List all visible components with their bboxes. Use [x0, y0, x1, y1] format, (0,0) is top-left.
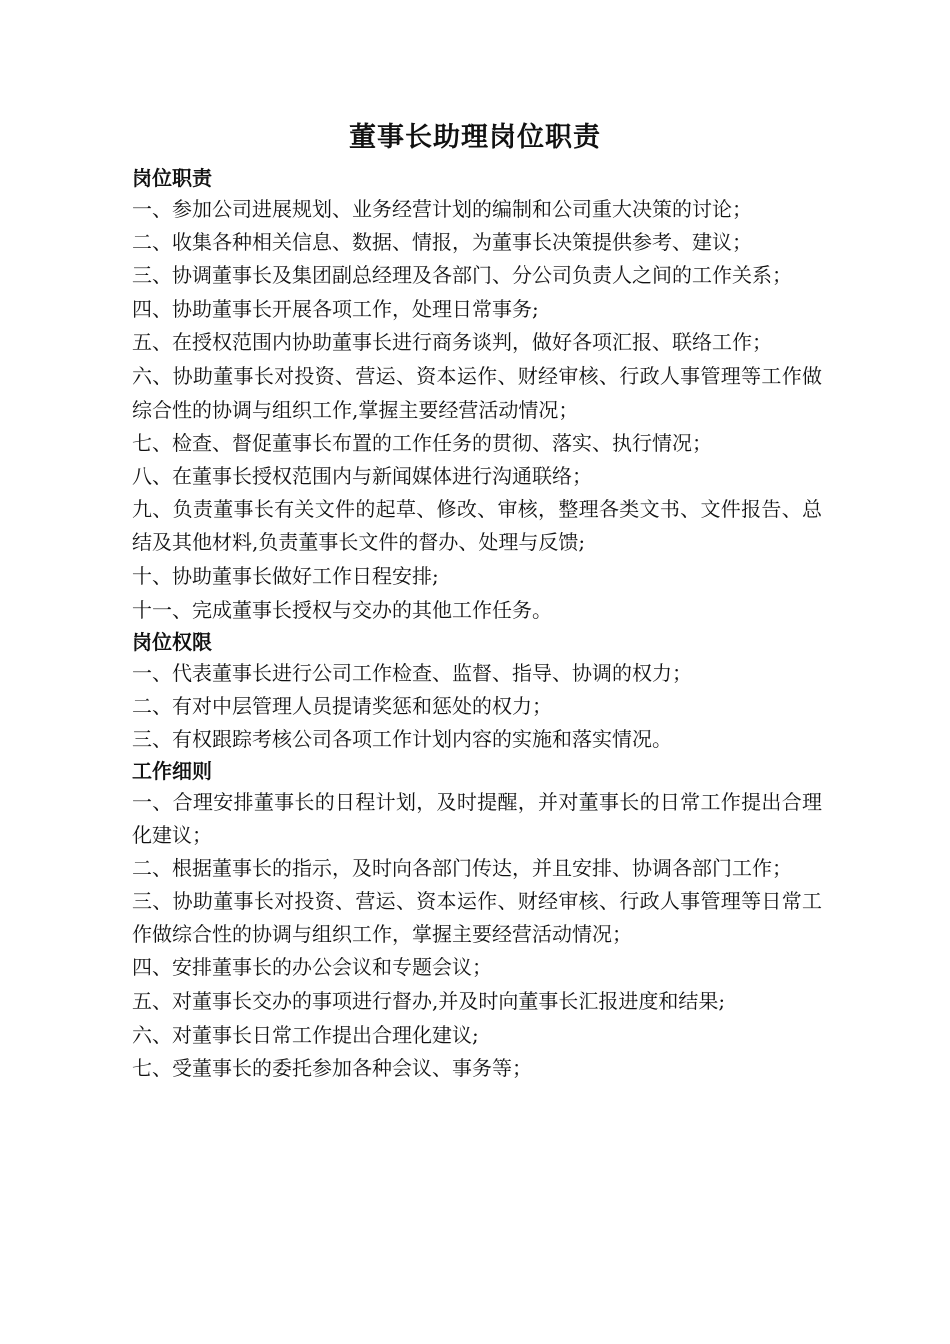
list-item: 三、有权跟踪考核公司各项工作计划内容的实施和落实情况。 [132, 727, 672, 751]
list-item: 七、受董事长的委托参加各种会议、事务等； [132, 1056, 532, 1080]
list-item: 七、检查、督促董事长布置的工作任务的贯彻、落实、执行情况； [132, 431, 712, 455]
section-work-details [132, 756, 822, 1085]
list-item: 四、安排董事长的办公会议和专题会议； [132, 955, 492, 979]
list-item: 十、协助董事长做好工作日程安排; [132, 564, 439, 588]
list-item: 五、对董事长交办的事项进行督办,并及时向董事长汇报进度和结果; [132, 989, 726, 1013]
list-item: 九、负责董事长有关文件的起草、修改、审核，整理各类文书、文件报告、总结及其他材料,负责董事长文件的督办、处理与反馈; [132, 497, 822, 554]
document-body [132, 163, 822, 1085]
section-responsibilities [132, 163, 822, 627]
list-item: 五、在授权范围内协助董事长进行商务谈判，做好各项汇报、联络工作； [132, 330, 772, 354]
list-item: 二、收集各种相关信息、数据、情报，为董事长决策提供参考、建议； [132, 230, 752, 254]
list-item: 八、在董事长授权范围内与新闻媒体进行沟通联络； [132, 464, 592, 488]
list-item: 一、参加公司进展规划、业务经营计划的编制和公司重大决策的讨论； [132, 197, 752, 221]
list-item: 六、对董事长日常工作提出合理化建议; [132, 1023, 479, 1047]
list-item: 一、合理安排董事长的日程计划，及时提醒，并对董事长的日常工作提出合理化建议； [132, 790, 822, 847]
section-heading: 岗位职责 [132, 166, 212, 190]
list-item: 四、协助董事长开展各项工作，处理日常事务; [132, 297, 539, 321]
list-item: 十一、完成董事长授权与交办的其他工作任务。 [132, 598, 552, 622]
list-item: 一、代表董事长进行公司工作检查、监督、指导、协调的权力； [132, 661, 692, 685]
list-item: 二、根据董事长的指示，及时向各部门传达，并且安排、协调各部门工作； [132, 856, 792, 880]
section-authority [132, 627, 822, 756]
list-item: 六、协助董事长对投资、营运、资本运作、财经审核、行政人事管理等工作做综合性的协调与组织工作,掌握主要经营活动情况； [132, 364, 822, 422]
section-heading: 工作细则 [132, 759, 212, 783]
list-item: 三、协调董事长及集团副总经理及各部门、分公司负责人之间的工作关系； [132, 263, 792, 287]
document-title: 董事长助理岗位职责 [349, 122, 601, 153]
list-item: 三、协助董事长对投资、营运、资本运作、财经审核、行政人事管理等日常工作做综合性的协调与组织工作，掌握主要经营活动情况； [132, 889, 822, 946]
section-heading: 岗位权限 [132, 630, 212, 654]
list-item: 二、有对中层管理人员提请奖惩和惩处的权力； [132, 694, 552, 718]
